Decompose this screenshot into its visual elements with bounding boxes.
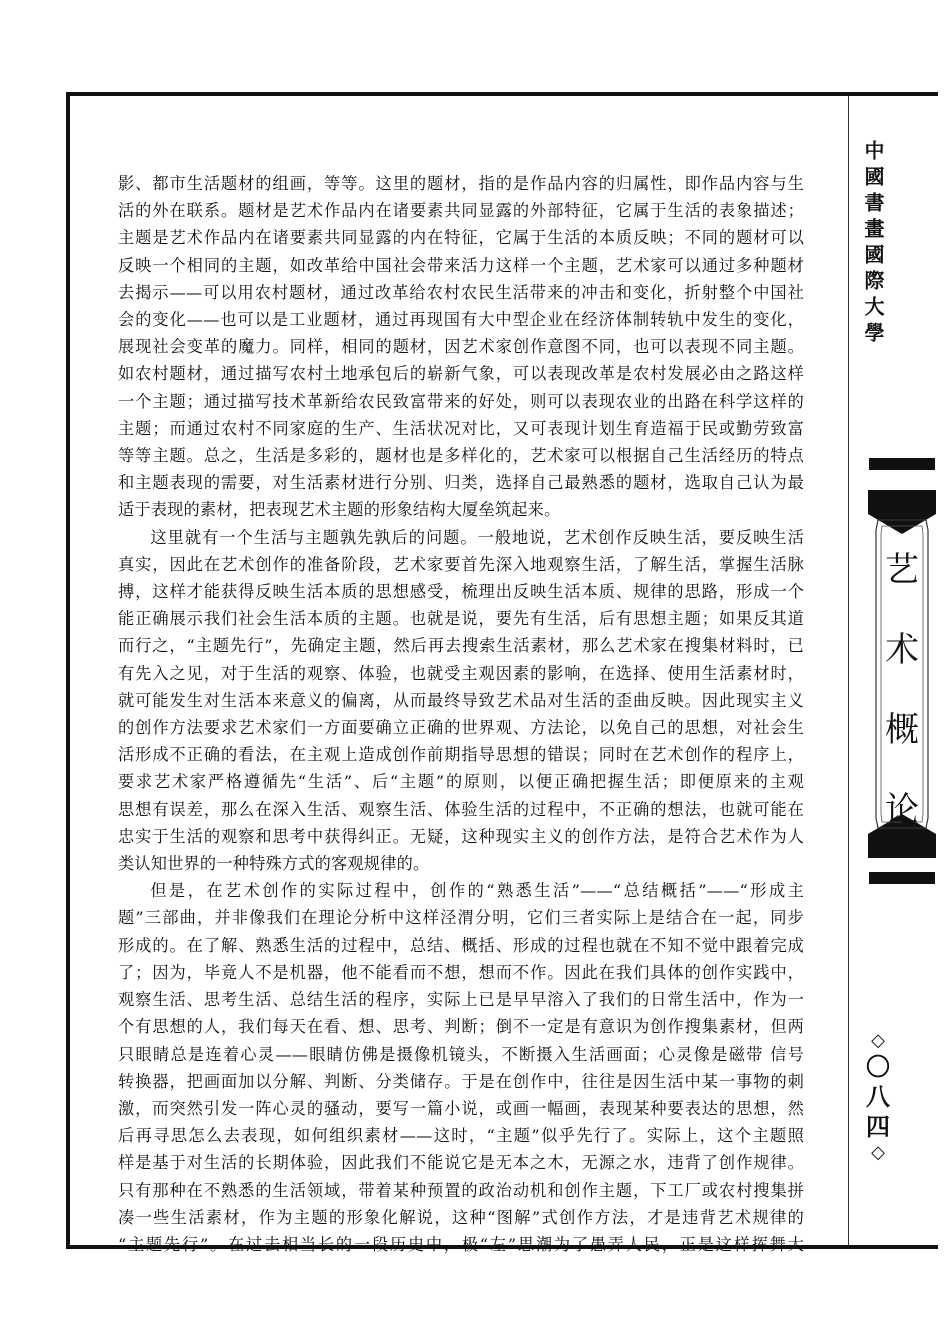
text-line: 只眼睛总是连着心灵——眼睛仿佛是摄像机镜头，不断摄入生活画面；心灵像是磁带 信号 <box>118 1044 804 1064</box>
page-number-char: 〇 <box>866 1052 890 1081</box>
text-line: 后再寻思怎么去表现，如何组织素材——这时，“主题”似乎先行了。实际上，这个主题照 <box>118 1126 804 1146</box>
paragraph <box>118 877 804 1258</box>
text-line: 去揭示——可以用农村题材，通过改革给农村农民生活带来的冲击和变化，折射整个中国社 <box>118 282 804 302</box>
ornament-bar-bottom <box>869 872 935 884</box>
text-line: 形成的。在了解、熟悉生活的过程中，总结、概括、形成的过程也就在不知不觉中跟着完成 <box>118 935 804 955</box>
book-title-char: 术 <box>885 630 919 670</box>
text-line: 如农村题材，通过描写农村土地承包后的崭新气象，可以表现改革是农村发展必由之路这样 <box>118 364 804 384</box>
text-line: 个有思想的人，我们每天在看、想、思考、判断；倒不一定是有意识为创作搜集素材，但两 <box>118 1017 804 1037</box>
text-line: 忠实于生活的观察和思考中获得纠正。无疑，这种现实主义的创作方法，是符合艺术作为人 <box>118 826 804 846</box>
text-line: 有先入之见，对于生活的观察、体验，也就受主观因素的影响，在选择、使用生活素材时， <box>118 663 804 683</box>
text-line: 而行之，“主题先行”，先确定主题，然后再去搜索生活素材，那么艺术家在搜集材料时，已 <box>118 636 804 656</box>
page-number-char: 八 <box>866 1082 890 1111</box>
text-line: 主题是艺术作品内在诸要素共同显露的内在特征，它属于生活的本质反映；不同的题材可以 <box>118 228 804 248</box>
paragraph <box>118 524 804 878</box>
body-text <box>118 170 804 1258</box>
book-title-char: 艺 <box>885 550 919 590</box>
text-line: 样是基于对生活的长期体验，因此我们不能说它是无本之木，无源之水，违背了创作规律。 <box>118 1153 804 1173</box>
text-line: 和主题表现的需要，对生活素材进行分别、归类，选择自己最熟悉的题材，选取自己认为最 <box>118 473 804 493</box>
text-line: 搏，这样才能获得反映生活本质的思想感受，梳理出反映生活本质、规律的思路，形成一个 <box>118 582 804 602</box>
text-line: 反映一个相同的主题，如改革给中国社会带来活力这样一个主题，艺术家可以通过多种题材 <box>118 255 804 275</box>
text-line: 凑一些生活素材，作为主题的形象化解说，这种“图解”式创作方法，才是违背艺术规律的 <box>118 1207 804 1227</box>
text-line: “主题先行”。在过去相当长的一段历史中，极“左”思潮为了愚弄人民，正是这样挥舞大 <box>118 1234 804 1254</box>
text-line: 真实，因此在艺术创作的准备阶段，艺术家要首先深入地观察生活，了解生活，掌握生活脉 <box>118 554 804 574</box>
text-line: 等等主题。总之，生活是多彩的，题材也是多样化的，艺术家可以根据自己生活经历的特点 <box>118 446 804 466</box>
university-name: 中國書畫國際大學 <box>861 140 885 348</box>
text-line: 能正确展示我们社会生活本质的主题。也就是说，要先有生活，后有思想主题；如果反其道 <box>118 609 804 629</box>
paragraph <box>118 170 804 524</box>
text-line: 但是，在艺术创作的实际过程中，创作的“熟悉生活”——“总结概括”——“形成主 <box>150 881 804 901</box>
book-title-char: 概 <box>885 710 919 750</box>
page-number-char: 四 <box>866 1112 890 1141</box>
book-title <box>868 530 936 850</box>
diamond-icon: ◇ <box>871 1142 885 1163</box>
text-line: 观察生活、思考生活、总结生活的程序，实际上已是早早溶入了我们的日常生活中，作为一 <box>118 990 804 1010</box>
text-line: 会的变化——也可以是工业题材，通过再现国有大中型企业在经济体制转轨中发生的变化， <box>118 310 804 330</box>
text-line: 展现社会变革的魔力。同样，相同的题材，因艺术家创作意图不同，也可以表现不同主题。 <box>118 337 804 357</box>
text-line: 转换器，把画面加以分解、判断、分类储存。于是在创作中，往往是因生活中某一事物的刺 <box>118 1071 804 1091</box>
text-line: 一个主题；通过描写技术革新给农民致富带来的好处，则可以表现农业的出路在科学这样的 <box>118 391 804 411</box>
text-line: 思想有误差，那么在深入生活、观察生活、体验生活的过程中，不正确的想法，也就可能在 <box>118 799 804 819</box>
text-line: 要求艺术家严格遵循先“生活”、后“主题”的原则，以便正确把握生活；即便原来的主观 <box>118 772 804 792</box>
text-line: 类认知世界的一种特殊方式的客观规律的。 <box>118 854 430 874</box>
text-line: 的创作方法要求艺术家们一方面要确立正确的世界观、方法论，以免自己的思想，对社会生 <box>118 718 804 738</box>
text-line: 只有那种在不熟悉的生活领域，带着某种预置的政治动机和创作主题，下工厂或农村搜集拼 <box>118 1180 804 1200</box>
text-line: 主题；而通过农村不同家庭的生产、生活状况对比，又可表现计划生育造福于民或勤劳致富 <box>118 418 804 438</box>
text-line: 影、都市生活题材的组画，等等。这里的题材，指的是作品内容的归属性，即作品内容与生 <box>118 174 804 193</box>
sidebar-divider <box>848 96 849 1246</box>
ornament-bar-top <box>869 458 935 470</box>
text-line: 活形成不正确的看法，在主观上造成创作前期指导思想的错误；同时在艺术创作的程序上， <box>118 745 804 765</box>
page-number <box>858 1030 898 1164</box>
book-title-char: 论 <box>885 790 919 830</box>
text-line: 这里就有一个生活与主题孰先孰后的问题。一般地说，艺术创作反映生活，要反映生活 <box>150 527 804 547</box>
text-line: 激，而突然引发一阵心灵的骚动，要写一篇小说，或画一幅画，表现某种要表达的思想，然 <box>118 1098 804 1118</box>
diamond-icon: ◇ <box>871 1030 885 1051</box>
text-line: 适于表现的素材，把表现艺术主题的形象结构大厦垒筑起来。 <box>118 500 561 520</box>
text-line: 活的外在联系。题材是艺术作品内在诸要素共同显露的外部特征，它属于生活的表象描述； <box>118 201 804 221</box>
text-line: 了；因为，毕竟人不是机器，他不能看而不想，想而不作。因此在我们具体的创作实践中， <box>118 962 804 982</box>
text-line: 就可能发生对生活本来意义的偏离，从而最终导致艺术品对生活的歪曲反映。因此现实主义 <box>118 690 804 710</box>
text-line: 题”三部曲，并非像我们在理论分析中这样泾渭分明，它们三者实际上是结合在一起，同步 <box>118 908 804 928</box>
